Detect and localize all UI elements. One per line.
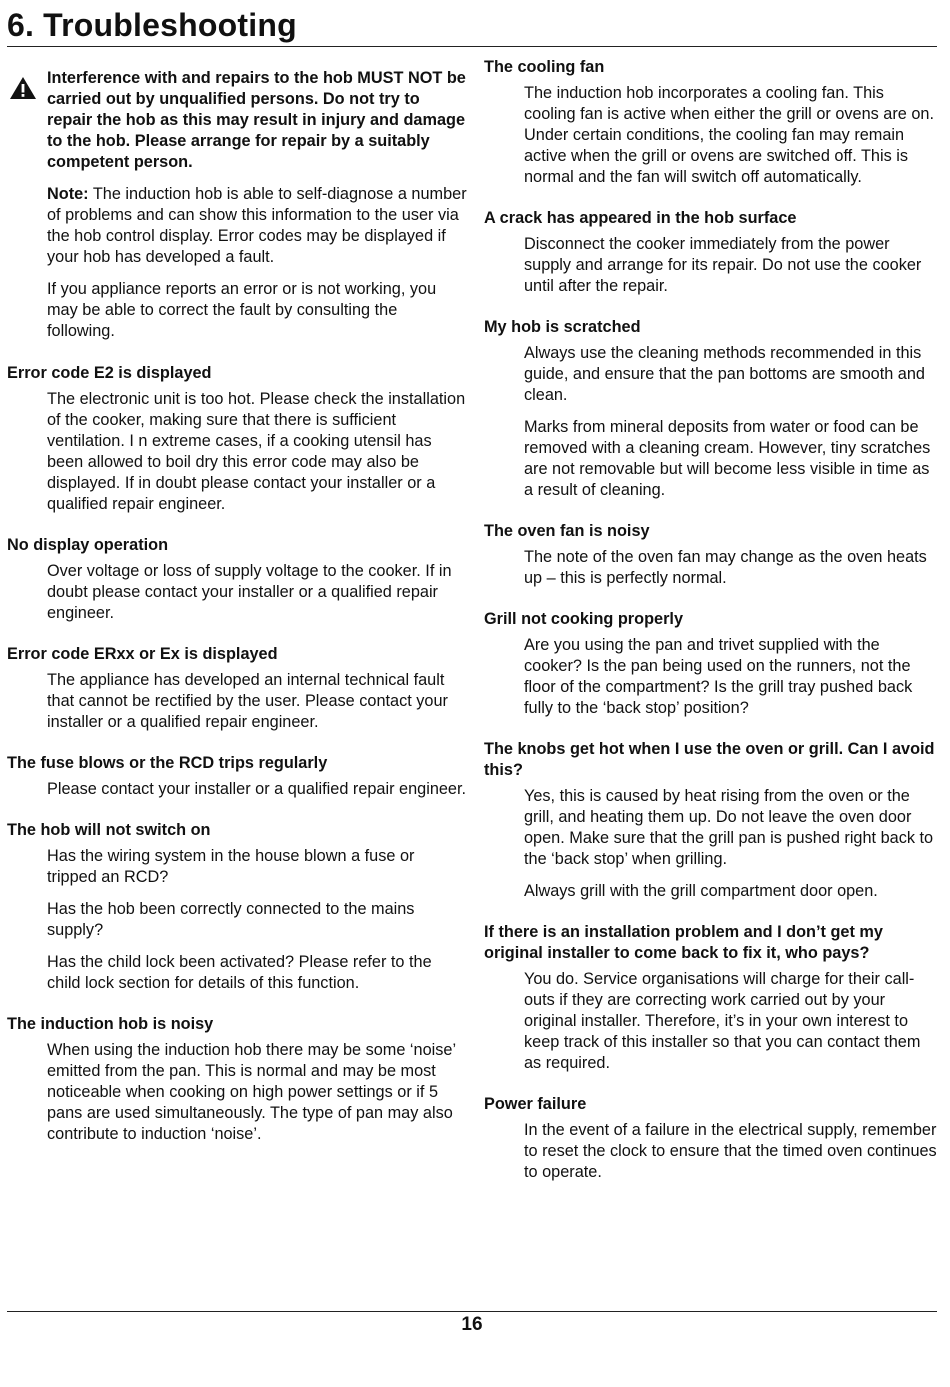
troubleshooting-section bbox=[484, 521, 940, 589]
note-label: Note: bbox=[47, 185, 89, 203]
section-paragraph: The electronic unit is too hot. Please check the installation of the cooker, making sure that there is sufficient ventilation. I n extreme cases, if a cooking utensil has been allowed to boil dry this error code may also be displayed. If in doubt please contact your installer or a qualified repair engineer. bbox=[47, 390, 466, 513]
troubleshooting-section bbox=[7, 1014, 467, 1145]
troubleshooting-section bbox=[484, 317, 940, 501]
section-heading: The knobs get hot when I use the oven or grill. Can I avoid this? bbox=[484, 740, 935, 779]
section-paragraph: The induction hob incorporates a cooling fan. This cooling fan is active when either the grill or ovens are on. Under certain conditions, the cooling fan may remain active when the grill or ovens are switched off. This is normal and the fan will switch off automatically. bbox=[524, 84, 934, 186]
section-paragraph: Has the wiring system in the house blown a fuse or tripped an RCD? bbox=[47, 847, 415, 886]
troubleshooting-section bbox=[7, 644, 467, 733]
section-heading: The cooling fan bbox=[484, 58, 605, 76]
note-paragraph bbox=[47, 184, 467, 268]
section-paragraph: Has the hob been correctly connected to the mains supply? bbox=[47, 900, 415, 939]
section-paragraph: Always grill with the grill compartment door open. bbox=[524, 882, 878, 900]
troubleshooting-section bbox=[484, 1094, 940, 1183]
section-heading: Grill not cooking properly bbox=[484, 610, 684, 628]
page-title: 6. Troubleshooting bbox=[7, 7, 297, 43]
section-paragraph: Always use the cleaning methods recommended in this guide, and ensure that the pan bottoms are smooth and clean. bbox=[524, 344, 925, 404]
troubleshooting-section bbox=[484, 922, 940, 1074]
left-sections bbox=[7, 363, 467, 1145]
right-column bbox=[484, 57, 940, 1203]
troubleshooting-section bbox=[484, 57, 940, 188]
section-heading: The fuse blows or the RCD trips regularly bbox=[7, 754, 328, 772]
section-heading: Power failure bbox=[484, 1095, 587, 1113]
troubleshooting-section bbox=[7, 535, 467, 624]
section-heading: A crack has appeared in the hob surface bbox=[484, 209, 797, 227]
section-paragraph: Has the child lock been activated? Please refer to the child lock section for details of this function. bbox=[47, 953, 432, 992]
section-heading: The hob will not switch on bbox=[7, 821, 211, 839]
right-sections bbox=[484, 57, 940, 1183]
section-heading: No display operation bbox=[7, 536, 169, 554]
section-paragraph: Over voltage or loss of supply voltage to the cooker. If in doubt please contact your installer or a qualified repair engineer. bbox=[47, 562, 452, 622]
page-number: 16 bbox=[461, 1314, 483, 1335]
section-paragraph: Are you using the pan and trivet supplied with the cooker? Is the pan being used on the runners, not the floor of the compartment? Is the grill tray pushed back fully to the ‘back stop’ position? bbox=[524, 636, 913, 717]
section-heading: My hob is scratched bbox=[484, 318, 641, 336]
section-paragraph: Disconnect the cooker immediately from the power supply and arrange for its repair. Do not use the cooker until after the repair. bbox=[524, 235, 922, 295]
section-paragraph: In the event of a failure in the electrical supply, remember to reset the clock to ensure that the timed oven continues to operate. bbox=[524, 1121, 937, 1181]
troubleshooting-section bbox=[484, 208, 940, 297]
troubleshooting-section bbox=[484, 609, 940, 719]
section-heading: If there is an installation problem and I don’t get my original installer to come back to fix it, who pays? bbox=[484, 923, 883, 962]
warning-block bbox=[7, 68, 467, 342]
troubleshooting-section bbox=[7, 820, 467, 994]
section-paragraph: Please contact your installer or a qualified repair engineer. bbox=[47, 780, 467, 798]
footer-divider bbox=[7, 1311, 937, 1312]
warning-triangle-icon bbox=[9, 76, 37, 100]
note-text: The induction hob is able to self-diagnose a number of problems and can show this information to the user via the hob control display. Error codes may be displayed if your hob has developed a fault. bbox=[47, 185, 467, 266]
section-paragraph: Yes, this is caused by heat rising from the oven or the grill, and heating them up. Do not leave the oven door open. Make sure that the grill pan is pushed right back to the ‘back stop’ when grilling. bbox=[524, 787, 934, 868]
troubleshooting-section bbox=[7, 363, 467, 515]
left-column bbox=[7, 68, 467, 1165]
page-header bbox=[7, 2, 937, 47]
section-paragraph: When using the induction hob there may be some ‘noise’ emitted from the pan. This is normal and may be most noticeable when cooking on high power settings or if 5 pans are used simultaneously. The type of pan may also contribute to induction ‘noise’. bbox=[47, 1041, 456, 1143]
section-paragraph: Marks from mineral deposits from water or food can be removed with a cleaning cream. However, tiny scratches are not removable but will become less visible in time as a result of cleaning. bbox=[524, 418, 931, 499]
section-heading: The oven fan is noisy bbox=[484, 522, 650, 540]
section-paragraph: You do. Service organisations will charge for their call-outs if they are correcting work carried out by your original installer. Therefore, it’s in your own interest to keep track of this installer so that you can contact them as required. bbox=[524, 970, 921, 1072]
section-heading: Error code ERxx or Ex is displayed bbox=[7, 645, 278, 663]
section-heading: The induction hob is noisy bbox=[7, 1015, 214, 1033]
troubleshooting-section bbox=[7, 753, 467, 800]
section-paragraph: The note of the oven fan may change as the oven heats up – this is perfectly normal. bbox=[524, 548, 927, 587]
section-heading: Error code E2 is displayed bbox=[7, 364, 212, 382]
warning-text: Interference with and repairs to the hob MUST NOT be carried out by unqualified persons. Do not try to repair the hob as this may result in injury and damage to the hob. Please arrange for repair by a suitably competent person. bbox=[47, 69, 466, 171]
troubleshooting-section bbox=[484, 739, 940, 902]
section-paragraph: The appliance has developed an internal technical fault that cannot be rectified by the user. Please contact your installer or a qualified repair engineer. bbox=[47, 671, 448, 731]
intro-paragraph: If you appliance reports an error or is not working, you may be able to correct the fault by consulting the following. bbox=[47, 280, 437, 340]
